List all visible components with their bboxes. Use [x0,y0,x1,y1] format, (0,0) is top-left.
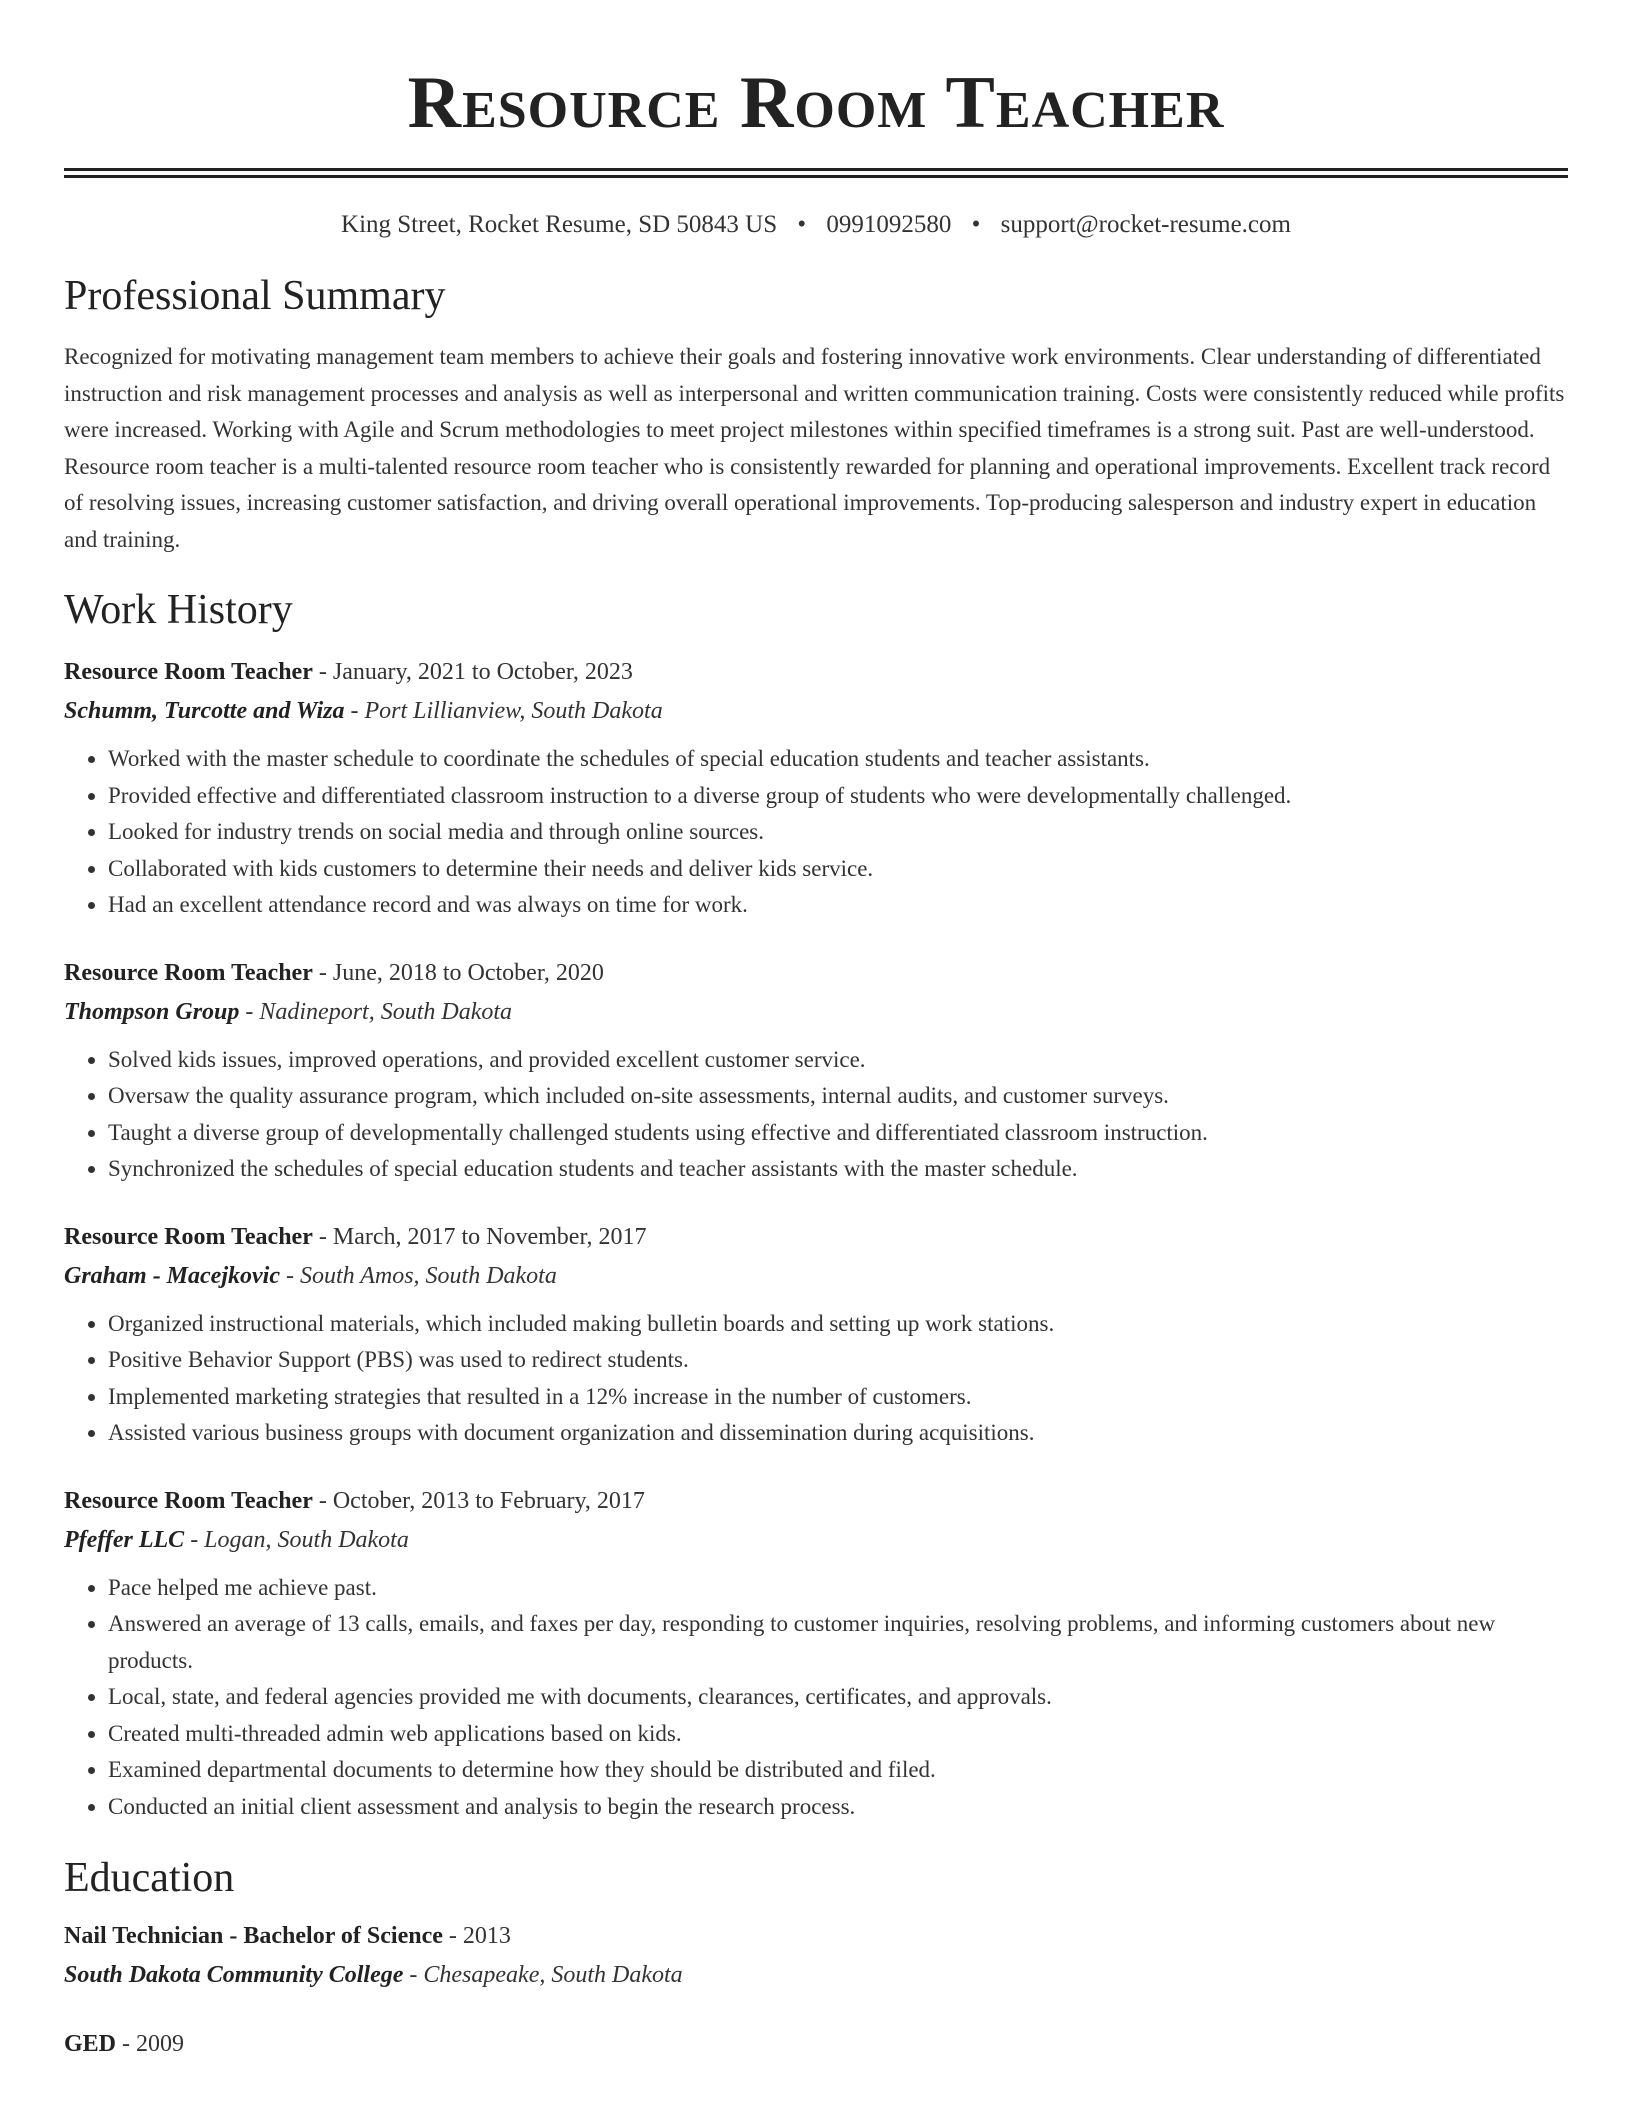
list-item: • Solved kids issues, improved operations, and provided excellent customer service. [108,1042,1568,1079]
list-item: • Positive Behavior Support (PBS) was used to redirect students. [108,1342,1568,1379]
job-company-line [64,691,1568,731]
list-item: • Created multi-threaded admin web applications based on kids. [108,1716,1568,1753]
education-degree: GED [64,2031,117,2057]
summary-text: Recognized for motivating management team members to achieve their goals and fostering innovative work environments. Clear understanding of differentiated instruction and risk management processes and analysis as well as interpersonal and written communication training. Costs were consistently reduced while profits were increased. Working with Agile and Scrum methodologies to meet project milestones within specified timeframes is a strong suit. Past are well-understood. Resource room teacher is a multi-talented resource room teacher who is consistently rewarded for planning and operational improvements. Excellent track record of resolving issues, increasing customer satisfaction, and driving overall operational improvements. Top-producing salesperson and industry expert in education and training. [64,344,1565,552]
education-school-line [64,1955,1568,1995]
job-role: Resource Room Teacher [64,1223,313,1250]
list-item: • Worked with the master schedule to coordinate the schedules of special education students and teacher assistants. [108,741,1568,778]
contact-line [64,209,1568,241]
contact-separator: • [797,211,807,238]
job-bullet-list [64,1570,1568,1826]
education-entry [64,1917,1568,1995]
education-degree: Nail Technician - Bachelor of Science [64,1923,443,1949]
job-bullet-list [64,1306,1568,1452]
list-item: • Oversaw the quality assurance program, which included on-site assessments, internal audits, and customer surveys. [108,1078,1568,1115]
job-entry [64,1482,1568,1826]
job-company: Graham - Macejkovic [64,1262,280,1289]
list-item: • Looked for industry trends on social media and through online sources. [108,814,1568,851]
job-company: Schumm, Turcotte and Wiza [64,698,345,724]
education-school: South Dakota Community College [64,1962,404,1988]
list-item: • Synchronized the schedules of special education students and teacher assistants with the master schedule. [108,1151,1568,1188]
job-company-line [64,1256,1568,1296]
section-title-work-history: Work History [64,587,293,633]
job-dates: - October, 2013 to February, 2017 [312,1487,645,1514]
job-title-line [64,653,1568,691]
job-entry [64,653,1568,924]
list-item: • Taught a diverse group of developmentally challenged students using effective and differentiated classroom instruction. [108,1115,1568,1152]
section-title-education: Education [64,1855,235,1901]
job-title-line [64,954,1568,992]
contact-address: King Street, Rocket Resume, SD 50843 US [341,211,778,238]
resume-name-heading: Resource Room Teacher [407,62,1225,144]
job-dates: - March, 2017 to November, 2017 [312,1223,647,1250]
job-company: Pfeffer LLC [64,1526,185,1553]
list-item: • Provided effective and differentiated classroom instruction to a diverse group of students who were developmentally challenged. [108,778,1568,815]
resume-page [64,0,1568,2063]
job-company-line [64,1520,1568,1560]
list-item: • Assisted various business groups with document organization and dissemination during acquisitions. [108,1415,1568,1452]
education-degree-line [64,1917,1568,1955]
education-year: - 2009 [116,2031,185,2057]
job-location: - Nadineport, South Dakota [239,998,513,1025]
job-location: - South Amos, South Dakota [279,1262,557,1289]
job-location: - Port Lillianview, South Dakota [344,698,663,724]
job-dates: - January, 2021 to October, 2023 [312,659,633,685]
contact-email: support@rocket-resume.com [1000,211,1291,238]
list-item: • Local, state, and federal agencies provided me with documents, clearances, certificates, and approvals. [108,1679,1568,1716]
job-role: Resource Room Teacher [64,659,313,685]
job-bullet-list [64,1042,1568,1188]
job-company: Thompson Group [64,998,240,1025]
list-item: • Answered an average of 13 calls, emails, and faxes per day, responding to customer inquiries, resolving problems, and informing customers about new products. [108,1606,1568,1679]
list-item: • Examined departmental documents to determine how they should be distributed and filed. [108,1752,1568,1789]
job-company-line [64,992,1568,1032]
list-item: • Collaborated with kids customers to determine their needs and deliver kids service. [108,851,1568,888]
education-degree-line [64,2025,1568,2063]
job-bullet-list [64,741,1568,924]
list-item: • Organized instructional materials, which included making bulletin boards and setting up work stations. [108,1306,1568,1343]
list-item: • Implemented marketing strategies that resulted in a 12% increase in the number of customers. [108,1379,1568,1416]
education-entry [64,2025,1568,2063]
section-title-summary: Professional Summary [64,273,446,319]
header-double-rule [64,168,1568,178]
job-entry [64,954,1568,1188]
job-dates: - June, 2018 to October, 2020 [312,959,604,986]
contact-separator: • [971,211,981,238]
list-item: • Conducted an initial client assessment and analysis to begin the research process. [108,1789,1568,1826]
job-location: - Logan, South Dakota [184,1526,409,1553]
contact-phone: 0991092580 [826,211,952,238]
job-entry [64,1218,1568,1452]
education-year: - 2013 [442,1923,511,1949]
list-item: • Pace helped me achieve past. [108,1570,1568,1607]
education-location: - Chesapeake, South Dakota [403,1962,683,1988]
job-role: Resource Room Teacher [64,1487,313,1514]
job-title-line [64,1482,1568,1520]
job-role: Resource Room Teacher [64,959,313,986]
list-item: • Had an excellent attendance record and was always on time for work. [108,887,1568,924]
job-title-line [64,1218,1568,1256]
